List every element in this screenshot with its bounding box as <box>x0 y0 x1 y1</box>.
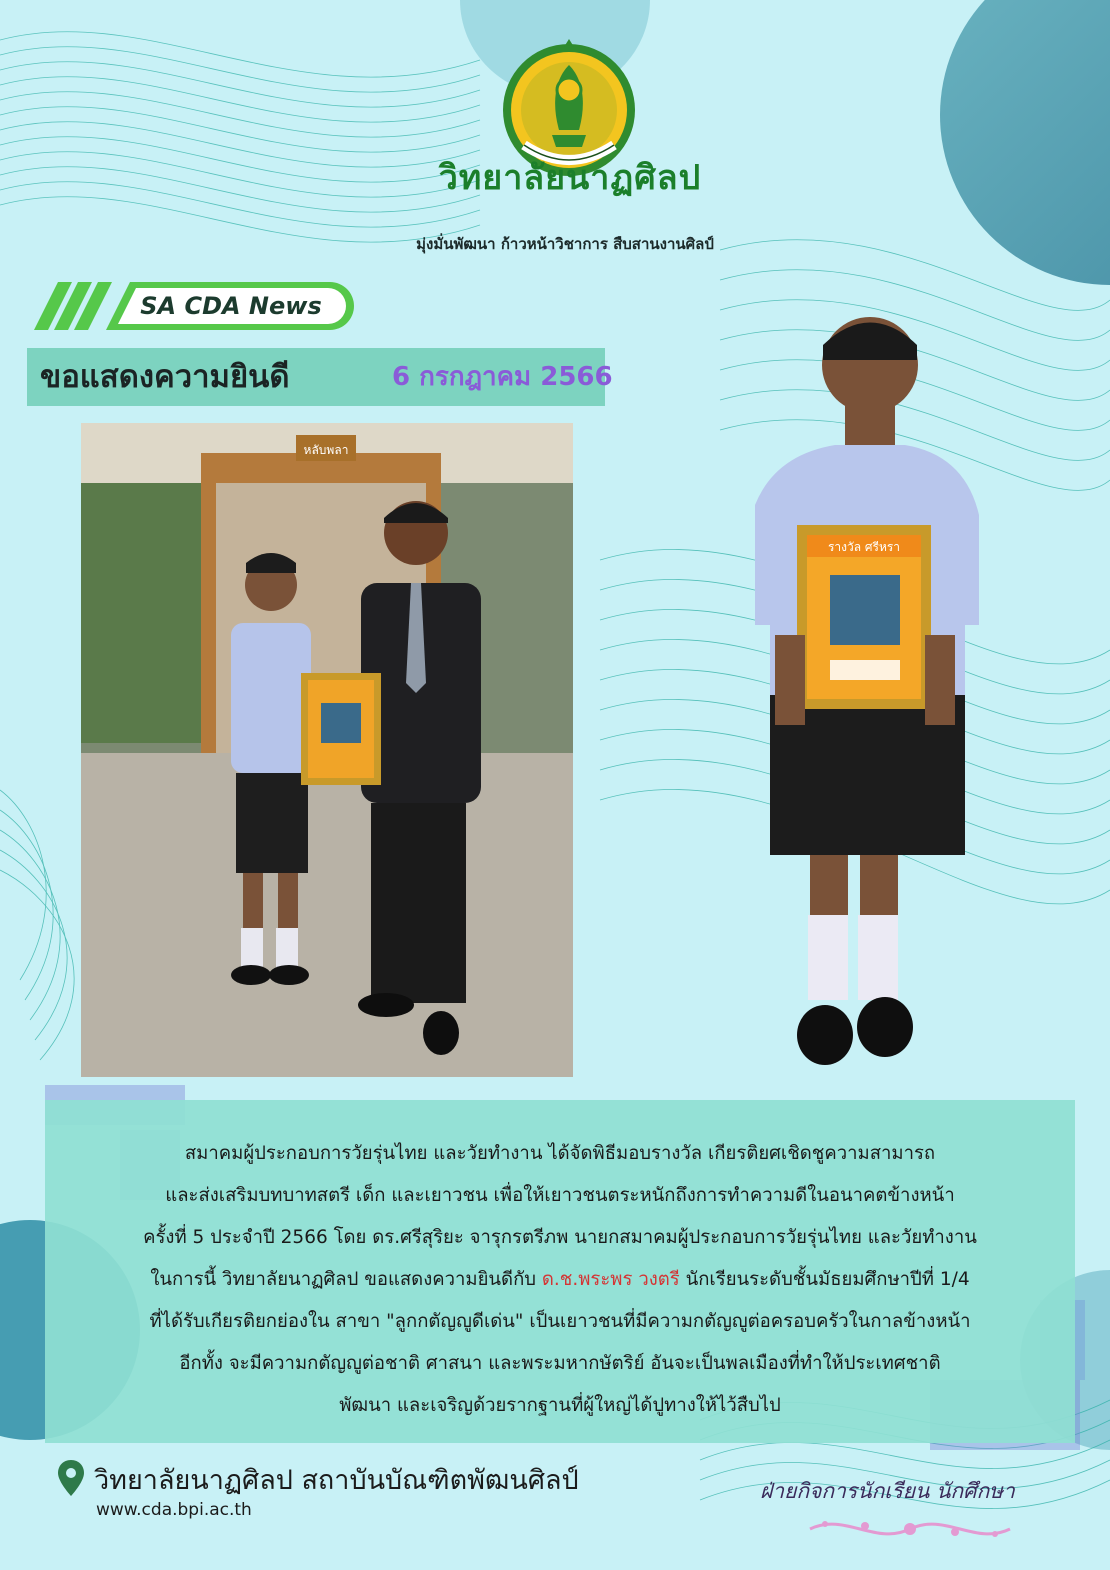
announcement-line: สมาคมผู้ประกอบการวัยรุ่นไทย และวัยทำงาน ได้จัดพิธีมอบรางวัล เกียรติยศเชิดชูความสามารถ <box>184 1143 936 1164</box>
announcement-line4-prefix: ในการนี้ วิทยาลัยนาฏศิลป ขอแสดงความยินดีกับ <box>150 1269 542 1290</box>
headline: ขอแสดงความยินดี <box>40 359 290 395</box>
announcement-line: ที่ได้รับเกียรติยกย่องใน สาขา "ลูกกตัญญูดีเด่น" เป็นเยาวชนที่มีความกตัญญูต่อครอบครัวในกาลข้างหน้า <box>149 1311 971 1332</box>
college-motto: มุ่งมั่นพัฒนา ก้าวหน้าวิชาการ สืบสานงานศิลป์ <box>416 235 714 253</box>
news-tag-label: SA CDA News <box>140 292 322 320</box>
announcement-line <box>50 1259 1070 1301</box>
top-left-wave-lines <box>0 32 480 242</box>
top-right-mosaic-circle <box>940 0 1110 285</box>
floral-ornament <box>805 1512 1015 1546</box>
college-name: วิทยาลัยนาฏศิลป <box>438 158 702 198</box>
announcement-line: และส่งเสริมบทบาทสตรี เด็ก และเยาวชน เพื่อให้เยาวชนตระหนักถึงการทำความดีในอนาคตข้างหน้า <box>165 1185 955 1206</box>
location-pin-icon <box>58 1460 84 1496</box>
announcement-line4-suffix: นักเรียนระดับชั้นมัธยมศึกษาปีที่ 1/4 <box>679 1269 970 1290</box>
headline-date: 6 กรกฎาคม 2566 <box>392 362 613 392</box>
certificate-frame-large <box>797 525 931 709</box>
certificate-frame-small <box>301 673 381 785</box>
cabinet-sign: หลับพลา <box>303 443 349 457</box>
student-portrait-photo <box>735 305 985 1075</box>
footer-department: ฝ่ายกิจการนักเรียน นักศึกษา <box>760 1479 1015 1503</box>
certificate-title: รางวัล ศรีหรา <box>827 540 901 554</box>
announcement-line: พัฒนา และเจริญด้วยรากฐานที่ผู้ใหญ่ได้ปูทางให้ไว้สืบไป <box>339 1395 781 1416</box>
footer-institution: วิทยาลัยนาฏศิลป สถาบันบัณฑิตพัฒนศิลป์ <box>94 1465 579 1496</box>
footer-website[interactable]: www.cda.bpi.ac.th <box>96 1500 252 1520</box>
left-wave-lines <box>0 790 74 1060</box>
student-name-highlight: ด.ช.พระพร วงตรี <box>541 1269 680 1290</box>
announcement-line: ครั้งที่ 5 ประจำปี 2566 โดย ดร.ศรีสุริยะ จารุกรตรีภพ นายกสมาคมผู้ประกอบการวัยรุ่นไทย และวัยทำงาน <box>143 1227 977 1248</box>
award-ceremony-photo <box>81 423 573 1077</box>
announcement-text <box>50 1133 1070 1427</box>
announcement-line: อีกทั้ง จะมีความกตัญญูต่อชาติ ศาสนา และพระมหากษัตริย์ อันจะเป็นพลเมืองที่ทำให้ประเทศชาติ <box>179 1353 941 1374</box>
